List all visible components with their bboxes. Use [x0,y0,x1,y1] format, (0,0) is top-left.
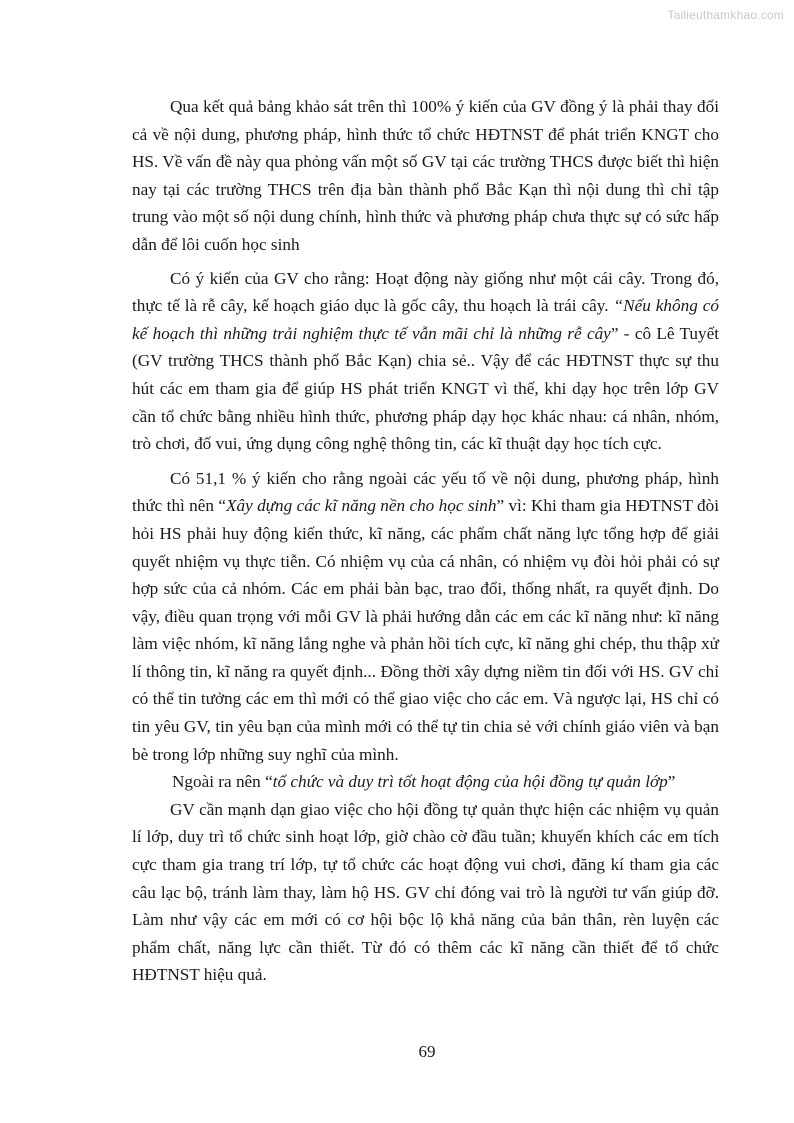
paragraph-tree-analogy [132,265,719,458]
paragraph-basic-skills [132,465,719,769]
paragraph-text: ” [667,772,676,792]
quote-text: “Nếu không có kế hoạch thì những trải nghiệm thực tế vẫn mãi chỉ là những rễ cây [132,296,719,343]
paragraph-text: Có ý kiến của GV cho rằng: Hoạt động này giống như một cái cây. Trong đó, thực tế là rễ cây, kế hoạch giáo dục là gốc cây, thu hoạch là trái cây. [132,268,719,316]
paragraph-self-management [132,768,719,796]
document-body [132,93,719,995]
paragraph-text: ” vì: Khi tham gia HĐTNST đòi hỏi HS phải huy động kiến thức, kĩ năng, các phẩm chất năng lực tổng hợp để giải quyết nhiệm vụ thực tiễn. Có nhiệm vụ của cá nhân, có nhiệm vụ đòi hỏi phải có sự hợp sức của cả nhóm. Các em phải bàn bạc, trao đổi, thống nhất, ra quyết định. Do vậy, điều quan trọng với mỗi GV là phải hướng dẫn các em các kĩ năng như: kĩ năng làm việc nhóm, kĩ năng lắng nghe và phản hồi tích cực, kĩ năng ghi chép, thu thập xử lí thông tin, kĩ năng ra quyết định... Đồng thời xây dựng niềm tin đối với HS. GV chỉ có thể tin tưởng các em thì mới có thể giao việc cho các em. Và ngược lại, HS chỉ có tin yêu GV, tin yêu bạn của mình mới có thể tự tin chia sẻ với chính giáo viên và bạn bè trong lớp những suy nghĩ của mình. [132,496,719,764]
emphasis-text: Xây dựng các kĩ năng nền cho học sinh [225,496,497,516]
emphasis-text: tổ chức và duy trì tốt hoạt động của hội đồng tự quản lớp [272,772,668,792]
watermark-text: Tailieuthamkhao.com [667,8,784,22]
paragraph-survey-result: Qua kết quả bảng khảo sát trên thì 100% ý kiến của GV đồng ý là phải thay đổi cả về nội dung, phương pháp, hình thức tổ chức HĐTNST để phát triển KNGT cho HS. Về vấn đề này qua phỏng vấn một số GV tại các trường THCS được biết thì hiện nay tại các trường THCS trên địa bàn thành phố Bắc Kạn thì nội dung thì chỉ tập trung vào một số nội dung chính, hình thức và phương pháp chưa thực sự có sức hấp dẫn để lôi cuốn học sinh [132,97,719,254]
paragraph-teacher-role: GV cần mạnh dạn giao việc cho hội đồng tự quản thực hiện các nhiệm vụ quản lí lớp, duy trì tổ chức sinh hoạt lớp, giờ chào cờ đầu tuần; khuyến khích các em tích cực tham gia trang trí lớp, tự tổ chức các hoạt động vui chơi, đăng kí tham gia các câu lạc bộ, tránh làm thay, làm hộ HS. GV chỉ đóng vai trò là người tư vấn giúp đỡ. Làm như vậy các em mới có cơ hội bộc lộ khả năng của bản thân, rèn luyện các phẩm chất, năng lực cần thiết. Từ đó có thêm các kĩ năng cần thiết để tổ chức HĐTNST hiệu quả. [132,799,719,985]
paragraph-text: Có 51,1 % ý kiến cho rằng ngoài các yếu tố về nội dung, phương pháp, hình thức thì nên “ [132,468,719,516]
page-number: 69 [418,1042,436,1061]
paragraph-text: ” - cô Lê Tuyết (GV trường THCS thành phố Bắc Kạn) chia sẻ.. Vậy để các HĐTNST thực sự thu hút các em tham gia để giúp HS phát triển KNGT vì thế, khi dạy học trên lớp GV cần tổ chức bằng nhiều hình thức, phương pháp dạy học khác nhau: cá nhân, nhóm, trò chơi, đố vui, ứng dụng công nghệ thông tin, các kĩ thuật dạy học tích cực. [132,323,719,454]
paragraph-text: Ngoài ra nên “ [172,772,273,792]
